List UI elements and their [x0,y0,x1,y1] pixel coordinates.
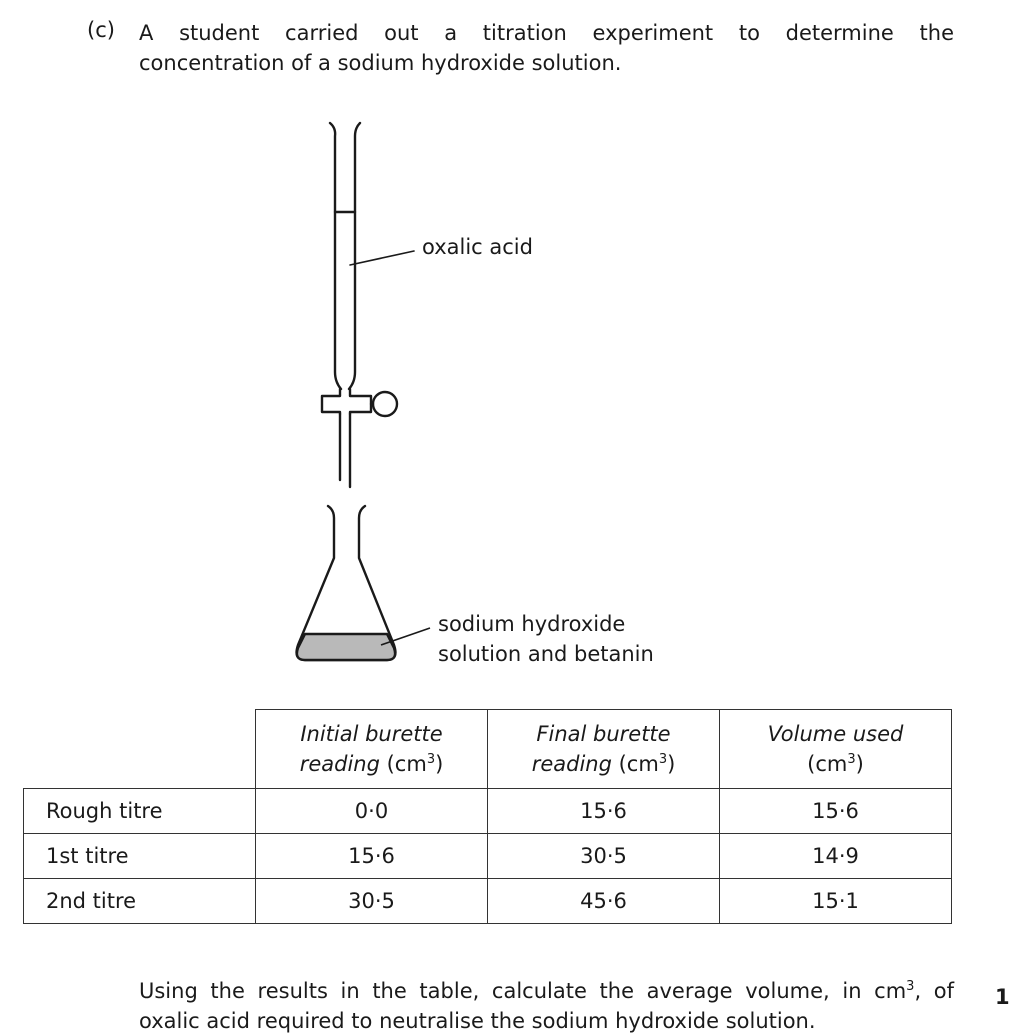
intro-line-2: concentration of a sodium hydroxide solution. [139,51,622,75]
marks-allocation: 1 [995,985,1010,1009]
burette-tube [349,123,360,389]
cell-initial: 0·0 [256,789,488,834]
flask-liquid [297,634,395,660]
flask-contents-label [438,609,654,669]
cell-final: 30·5 [488,834,720,879]
cell-initial: 15·6 [256,834,488,879]
oxalic-acid-label: oxalic acid [422,235,533,259]
table-row [24,834,952,879]
table-row [24,879,952,924]
header-volume-used: Volume used $(cm^3)$ [720,710,952,789]
header-final-reading: Final burette reading $(cm^3)$ [488,710,720,789]
intro-text [139,18,954,78]
row-label-2nd-titre: 2nd titre [24,879,256,924]
oxalic-acid-leader [350,251,414,265]
row-label-rough-titre: Rough titre [24,789,256,834]
table-corner-cell [24,710,256,789]
stopcock-tap [373,392,397,416]
titration-apparatus-diagram [0,100,1017,680]
cell-volume: 14·9 [720,834,952,879]
question-line-1: Using the results in the table, calculate the average volume, in $cm^3$, of [139,979,954,1003]
cell-volume: 15·1 [720,879,952,924]
burette-tube [330,123,341,389]
intro-line-1: A student carried out a titration experiment to determine the [139,21,954,45]
flask-label-line-2: solution and betanin [438,642,654,666]
cell-final: 15·6 [488,789,720,834]
stopcock [350,389,371,414]
question-text [139,976,954,1036]
titration-results-table [23,709,952,924]
header-initial-reading: Initial burette reading $(cm^3)$ [256,710,488,789]
table-header-row [24,710,952,789]
stopcock [322,389,340,414]
question-part-label: (c) [87,18,115,42]
flask-label-line-1: sodium hydroxide [438,612,626,636]
cell-final: 45·6 [488,879,720,924]
cell-initial: 30·5 [256,879,488,924]
row-label-1st-titre: 1st titre [24,834,256,879]
question-line-2: oxalic acid required to neutralise the sodium hydroxide solution. [139,1009,816,1033]
cell-volume: 15·6 [720,789,952,834]
table-row [24,789,952,834]
